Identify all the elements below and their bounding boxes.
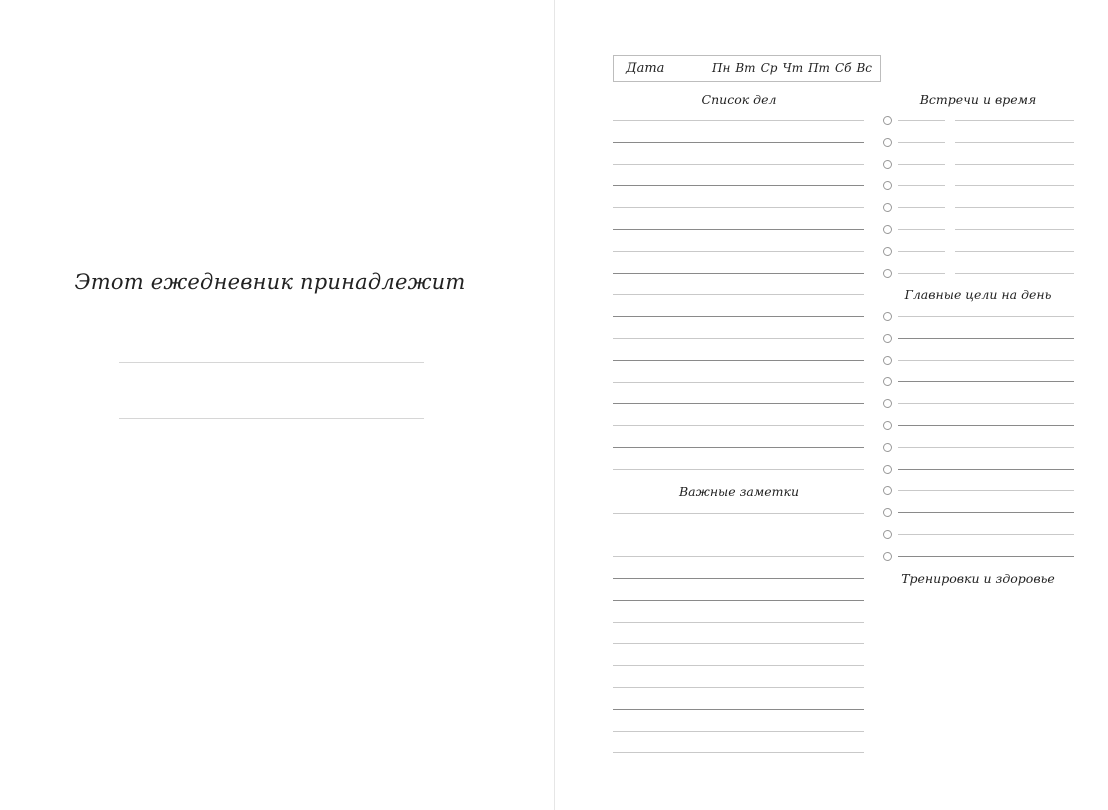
goal-checkbox[interactable] (883, 465, 892, 474)
goal-line[interactable] (898, 469, 1074, 470)
meeting-line[interactable] (955, 142, 1074, 143)
todo-line[interactable] (613, 164, 864, 165)
todo-section-title: Список дел (701, 92, 777, 107)
weekday-row (712, 61, 872, 75)
weekday-mon[interactable]: Пн (711, 61, 731, 75)
goal-checkbox[interactable] (883, 356, 892, 365)
goal-checkbox[interactable] (883, 508, 892, 517)
meeting-time-line[interactable] (898, 251, 945, 252)
notes-line[interactable] (613, 556, 864, 557)
weekday-sun[interactable]: Вс (856, 61, 872, 75)
meeting-line[interactable] (955, 229, 1074, 230)
meeting-checkbox[interactable] (883, 116, 892, 125)
meeting-time-line[interactable] (898, 229, 945, 230)
todo-line[interactable] (613, 316, 864, 317)
todo-line[interactable] (613, 360, 864, 361)
goal-line[interactable] (898, 556, 1074, 557)
meeting-line[interactable] (955, 207, 1074, 208)
goals-section-title: Главные цели на день (904, 287, 1052, 302)
notes-line[interactable] (613, 600, 864, 601)
todo-line[interactable] (613, 469, 864, 470)
notes-line[interactable] (613, 622, 864, 623)
notes-section-title: Важные заметки (678, 484, 800, 499)
goal-line[interactable] (898, 381, 1074, 382)
meeting-line[interactable] (955, 120, 1074, 121)
goal-line[interactable] (898, 403, 1074, 404)
goal-line[interactable] (898, 338, 1074, 339)
goal-line[interactable] (898, 534, 1074, 535)
goal-line[interactable] (898, 360, 1074, 361)
meeting-time-line[interactable] (898, 185, 945, 186)
goal-line[interactable] (898, 316, 1074, 317)
notes-line[interactable] (613, 513, 864, 514)
goal-checkbox[interactable] (883, 312, 892, 321)
goal-checkbox[interactable] (883, 443, 892, 452)
meeting-line[interactable] (955, 251, 1074, 252)
meetings-section-title: Встречи и время (919, 92, 1037, 107)
meeting-time-line[interactable] (898, 207, 945, 208)
goal-line[interactable] (898, 447, 1074, 448)
date-box (613, 55, 881, 82)
owner-title: Этот ежедневник принадлежит (74, 270, 466, 294)
meeting-time-line[interactable] (898, 164, 945, 165)
weekday-sat[interactable]: Сб (834, 61, 852, 75)
todo-line[interactable] (613, 273, 864, 274)
notes-line[interactable] (613, 709, 864, 710)
notes-line[interactable] (613, 643, 864, 644)
right-page (555, 0, 1108, 810)
todo-line[interactable] (613, 447, 864, 448)
meeting-checkbox[interactable] (883, 160, 892, 169)
goal-checkbox[interactable] (883, 530, 892, 539)
goal-checkbox[interactable] (883, 421, 892, 430)
weekday-wed[interactable]: Ср (760, 61, 778, 75)
notes-line[interactable] (613, 665, 864, 666)
todo-line[interactable] (613, 403, 864, 404)
owner-name-line (119, 418, 424, 419)
todo-line[interactable] (613, 120, 864, 121)
goal-checkbox[interactable] (883, 334, 892, 343)
notes-line[interactable] (613, 578, 864, 579)
goal-checkbox[interactable] (883, 377, 892, 386)
goal-line[interactable] (898, 512, 1074, 513)
todo-line[interactable] (613, 185, 864, 186)
todo-line[interactable] (613, 229, 864, 230)
todo-line[interactable] (613, 294, 864, 295)
health-section-title: Тренировки и здоровье (901, 571, 1055, 586)
meeting-checkbox[interactable] (883, 181, 892, 190)
meeting-line[interactable] (955, 164, 1074, 165)
owner-name-line (119, 362, 424, 363)
todo-line[interactable] (613, 251, 864, 252)
meeting-checkbox[interactable] (883, 138, 892, 147)
todo-line[interactable] (613, 382, 864, 383)
goal-checkbox[interactable] (883, 486, 892, 495)
goal-line[interactable] (898, 425, 1074, 426)
meeting-checkbox[interactable] (883, 247, 892, 256)
todo-line[interactable] (613, 142, 864, 143)
meeting-line[interactable] (955, 273, 1074, 274)
meeting-time-line[interactable] (898, 273, 945, 274)
weekday-tue[interactable]: Вт (735, 61, 756, 75)
meeting-checkbox[interactable] (883, 225, 892, 234)
todo-line[interactable] (613, 207, 864, 208)
weekday-thu[interactable]: Чт (782, 61, 804, 75)
notes-line[interactable] (613, 731, 864, 732)
meeting-time-line[interactable] (898, 120, 945, 121)
notes-line[interactable] (613, 752, 864, 753)
goal-checkbox[interactable] (883, 552, 892, 561)
meeting-checkbox[interactable] (883, 203, 892, 212)
goal-line[interactable] (898, 490, 1074, 491)
meeting-time-line[interactable] (898, 142, 945, 143)
meeting-checkbox[interactable] (883, 269, 892, 278)
weekday-fri[interactable]: Пт (808, 61, 830, 75)
notes-line[interactable] (613, 687, 864, 688)
meeting-line[interactable] (955, 185, 1074, 186)
goal-checkbox[interactable] (883, 399, 892, 408)
todo-line[interactable] (613, 425, 864, 426)
date-label: Дата (626, 61, 665, 76)
todo-line[interactable] (613, 338, 864, 339)
